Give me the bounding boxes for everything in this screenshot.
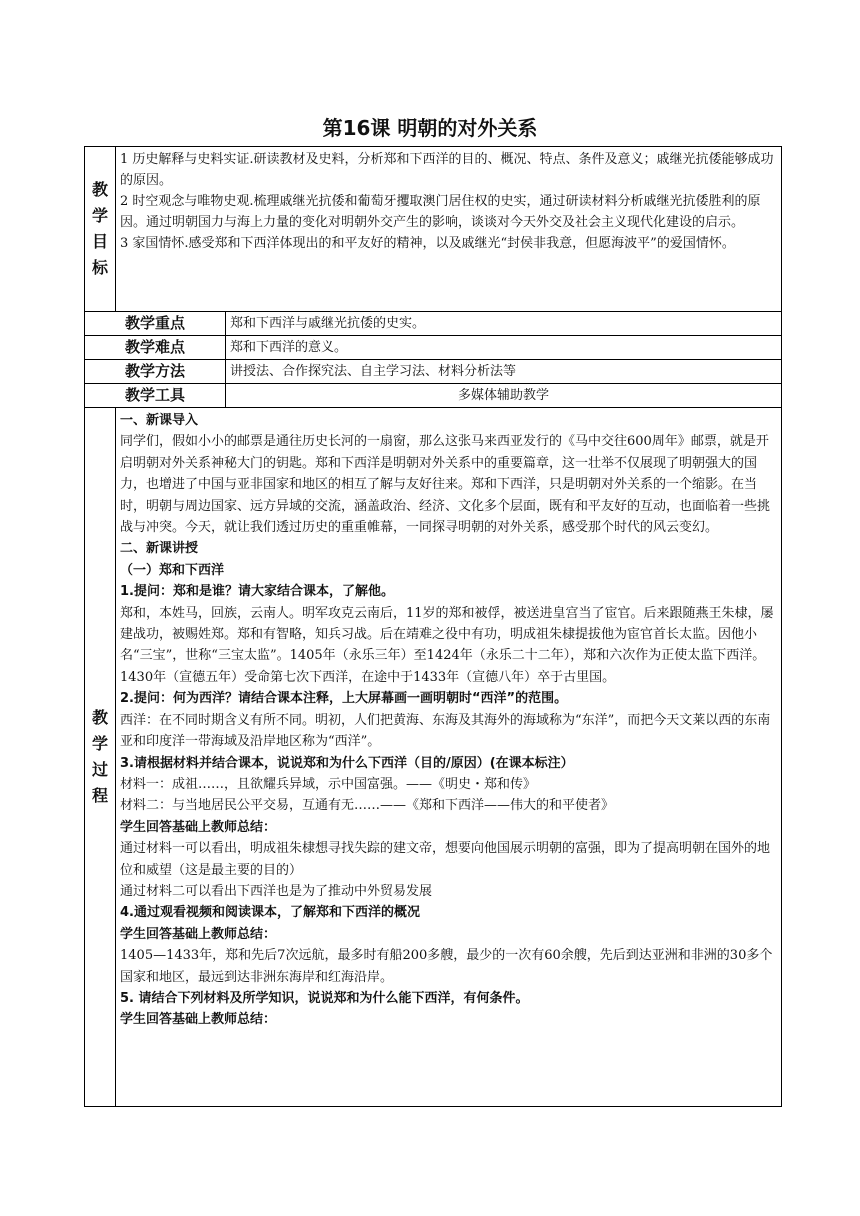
question-4-text: 1405—1433年，郑和先后7次远航，最多时有船200多艘，最少的一次有60余艘，先后到达亚洲和非洲的30多个国家和地区，最远到达非洲东海岸和红海沿岸。 — [120, 948, 773, 985]
objective-1: 1 历史解释与史料实证.研读教材及史料，分析郑和下西洋的目的、概况、特点、条件及意义；戚继光抗倭能够成功的原因。 — [120, 152, 774, 188]
question-4: 4.通过观看视频和阅读课本，了解郑和下西洋的概况 — [120, 905, 420, 921]
difficulties-label: 教学难点 — [85, 336, 226, 360]
objectives-row — [85, 147, 782, 312]
section1-text: 同学们，假如小小的邮票是通往历史长河的一扇窗，那么这张马来西亚发行的《马中交往600周年》邮票，就是开启明朝对外关系神秘大门的钥匙。郑和下西洋是明朝对外关系中的重要篇章，这一壮举不仅展现了明朝强大的国力，也增进了中国与亚非国家和地区的相互了解与友好往来。郑和下西洋，只是明朝对外关系的一个缩影。在当时，明朝与周边国家、远方异域的交流，涵盖政治、经济、文化多个层面，既有和平友好的互动，也面临着一些挑战与冲突。今天，就让我们透过历史的重重帷幕，一同探寻明朝的对外关系，感受那个时代的风云变幻。 — [120, 434, 771, 536]
key-points-row — [85, 312, 782, 336]
tools-label: 教学工具 — [85, 384, 226, 408]
summary-label-2: 学生回答基础上教师总结： — [120, 926, 277, 942]
methods-value: 讲授法、合作探究法、自主学习法、材料分析法等 — [226, 360, 782, 384]
question-3-summary-2: 通过材料二可以看出下西洋也是为了推动中外贸易发展 — [120, 883, 433, 899]
objectives-label: 教 学 目 标 — [85, 147, 116, 312]
material-2: 材料二：与当地居民公平交易，互通有无……——《郑和下西洋——伟大的和平使者》 — [120, 798, 615, 814]
question-5: 5. 请结合下列材料及所学知识，说说郑和为什么能下西洋，有何条件。 — [120, 990, 529, 1006]
summary-label-3: 学生回答基础上教师总结： — [120, 1012, 277, 1028]
difficulties-row — [85, 336, 782, 360]
process-row — [85, 408, 782, 1107]
methods-label: 教学方法 — [85, 360, 226, 384]
section1-heading: 一、新课导入 — [120, 413, 199, 428]
question-3: 3.请根据材料并结合课本，说说郑和为什么下西洋（目的/原因）(在课本标注） — [120, 755, 574, 771]
process-label: 教 学 过 程 — [85, 408, 116, 1107]
methods-row — [85, 360, 782, 384]
tools-value: 多媒体辅助教学 — [226, 384, 782, 408]
question-2: 2.提问：何为西洋？请结合课本注释，上大屏幕画一画明朝时“西洋”的范围。 — [120, 691, 568, 707]
tools-row — [85, 384, 782, 408]
key-points-value: 郑和下西洋与戚继光抗倭的史实。 — [226, 312, 782, 336]
material-1: 材料一：成祖……，且欲耀兵异域，示中国富强。——《明史・郑和传》 — [120, 776, 537, 792]
objective-2: 2 时空观念与唯物史观.梳理戚继光抗倭和葡萄牙攫取澳门居住权的史实，通过研读材料分析戚继光抗倭胜利的原因。通过明朝国力与海上力量的变化对明朝外交产生的影响，谈谈对今天外交及社会主义现代化建设的启示。 — [120, 194, 761, 230]
difficulties-value: 郑和下西洋的意义。 — [226, 336, 782, 360]
section2-heading: 二、新课讲授 — [120, 541, 199, 557]
process-content — [116, 408, 782, 1107]
question-1: 1.提问：郑和是谁？请大家结合课本，了解他。 — [120, 584, 394, 600]
summary-label-1: 学生回答基础上教师总结： — [120, 819, 277, 835]
objective-3: 3 家国情怀.感受郑和下西洋体现出的和平友好的精神，以及戚继光“封侯非我意，但愿海波平”的爱国情怀。 — [120, 236, 735, 251]
question-3-summary-1: 通过材料一可以看出，明成祖朱棣想寻找失踪的建文帝，想要向他国展示明朝的富强，即为了提高明朝在国外的地位和威望（这是最主要的目的） — [120, 841, 771, 878]
objectives-content — [116, 147, 782, 312]
sub1-heading: （一）郑和下西洋 — [120, 562, 225, 578]
question-1-text: 郑和，本姓马，回族，云南人。明军攻克云南后，11岁的郑和被俘，被送进皇宫当了宦官。后来跟随燕王朱棣，屡建战功，被赐姓郑。郑和有智略，知兵习战。后在靖难之役中有功，明成祖朱棣提拔他为宦官首长太监。因他小名“三宝”，世称“三宝太监”。1405年（永乐三年）至1424年（永乐二十二年），郑和六次作为正使太监下西洋。1430年（宣德五年）受命第七次下西洋，在途中于1433年（宣德八年）卒于古里国。 — [120, 605, 774, 685]
key-points-label: 教学重点 — [85, 312, 226, 336]
lesson-plan-table — [84, 146, 782, 1107]
question-2-text: 西洋：在不同时期含义有所不同。明初，人们把黄海、东海及其海外的海域称为“东洋”，而把今天文莱以西的东南亚和印度洋一带海域及沿岸地区称为“西洋”。 — [120, 712, 771, 750]
page-title: 第16课 明朝的对外关系 — [322, 116, 538, 140]
